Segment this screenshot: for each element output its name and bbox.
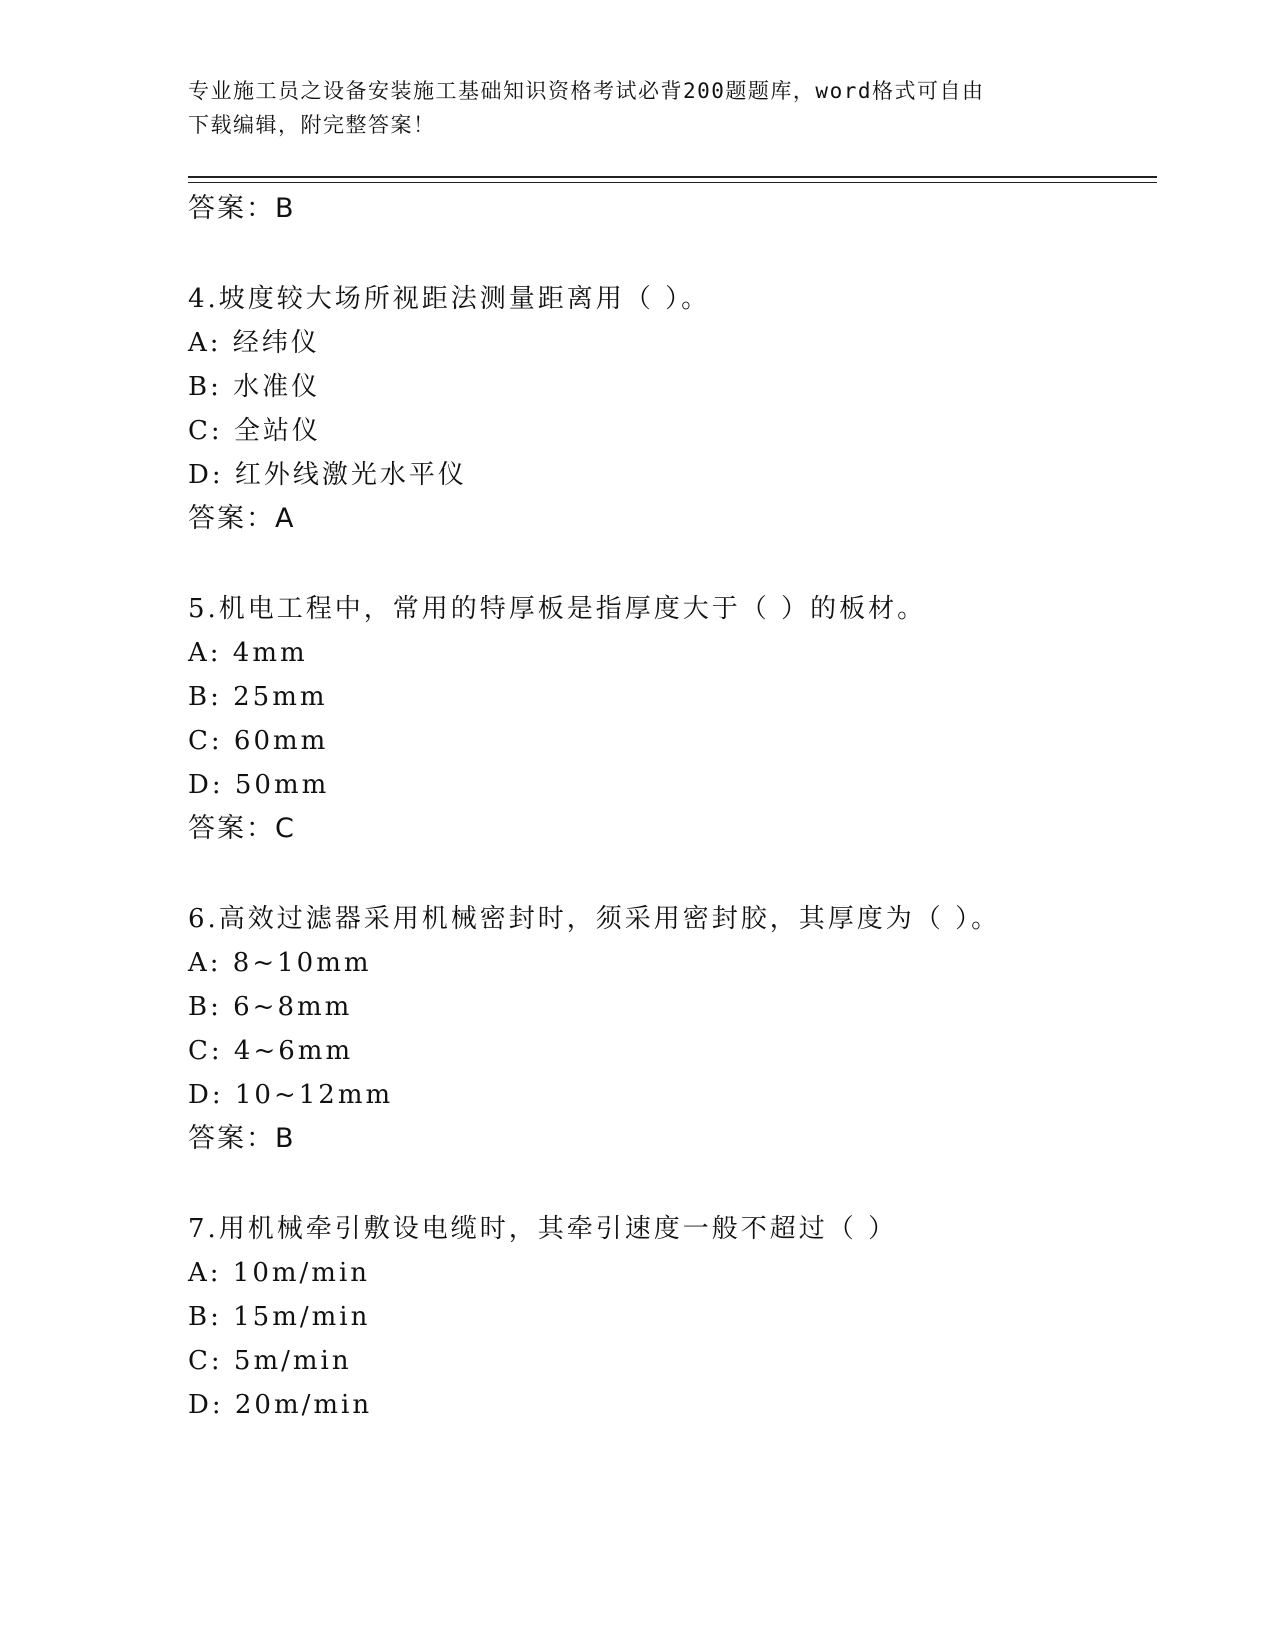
question-6-stem: 6.高效过滤器采用机械密封时，须采用密封胶，其厚度为（ ）。 (188, 904, 1001, 934)
question-6-option-c: C: 4~6mm (188, 1036, 354, 1066)
question-4-option-a: A: 经纬仪 (188, 328, 320, 358)
header-divider-thick (188, 176, 1157, 178)
question-5-option-a: A: 4mm (188, 638, 308, 668)
question-5-option-c: C: 60mm (188, 726, 329, 756)
question-7-option-a: A: 10m/min (188, 1258, 371, 1288)
question-5-option-d: D: 50mm (188, 770, 330, 800)
question-7-option-d: D: 20m/min (188, 1390, 373, 1420)
question-4-option-c: C: 全站仪 (188, 416, 321, 446)
header-line-2: 下载编辑，附完整答案！ (188, 113, 436, 137)
answer-q4: 答案：A (188, 503, 296, 534)
question-7-option-b: B: 15m/min (188, 1302, 371, 1332)
question-6-option-d: D: 10~12mm (188, 1080, 394, 1110)
header-line-1: 专业施工员之设备安装施工基础知识资格考试必背200题题库，word格式可自由 (188, 79, 985, 103)
question-4-option-d: D: 红外线激光水平仪 (188, 460, 467, 490)
question-6-option-b: B: 6~8mm (188, 992, 353, 1022)
answer-q5: 答案：C (188, 813, 296, 844)
document-header (188, 74, 1088, 142)
question-7-stem: 7.用机械牵引敷设电缆时，其牵引速度一般不超过（ ） (188, 1214, 898, 1244)
question-4-stem: 4.坡度较大场所视距法测量距离用（ ）。 (188, 284, 711, 314)
question-4-option-b: B: 水准仪 (188, 372, 321, 402)
question-5-stem: 5.机电工程中，常用的特厚板是指厚度大于（ ）的板材。 (188, 594, 927, 624)
question-5-option-b: B: 25mm (188, 682, 328, 712)
question-7-option-c: C: 5m/min (188, 1346, 352, 1376)
header-divider-thin (188, 182, 1157, 183)
answer-q3: 答案：B (188, 193, 296, 224)
answer-q6: 答案：B (188, 1123, 296, 1154)
question-6-option-a: A: 8~10mm (188, 948, 372, 978)
